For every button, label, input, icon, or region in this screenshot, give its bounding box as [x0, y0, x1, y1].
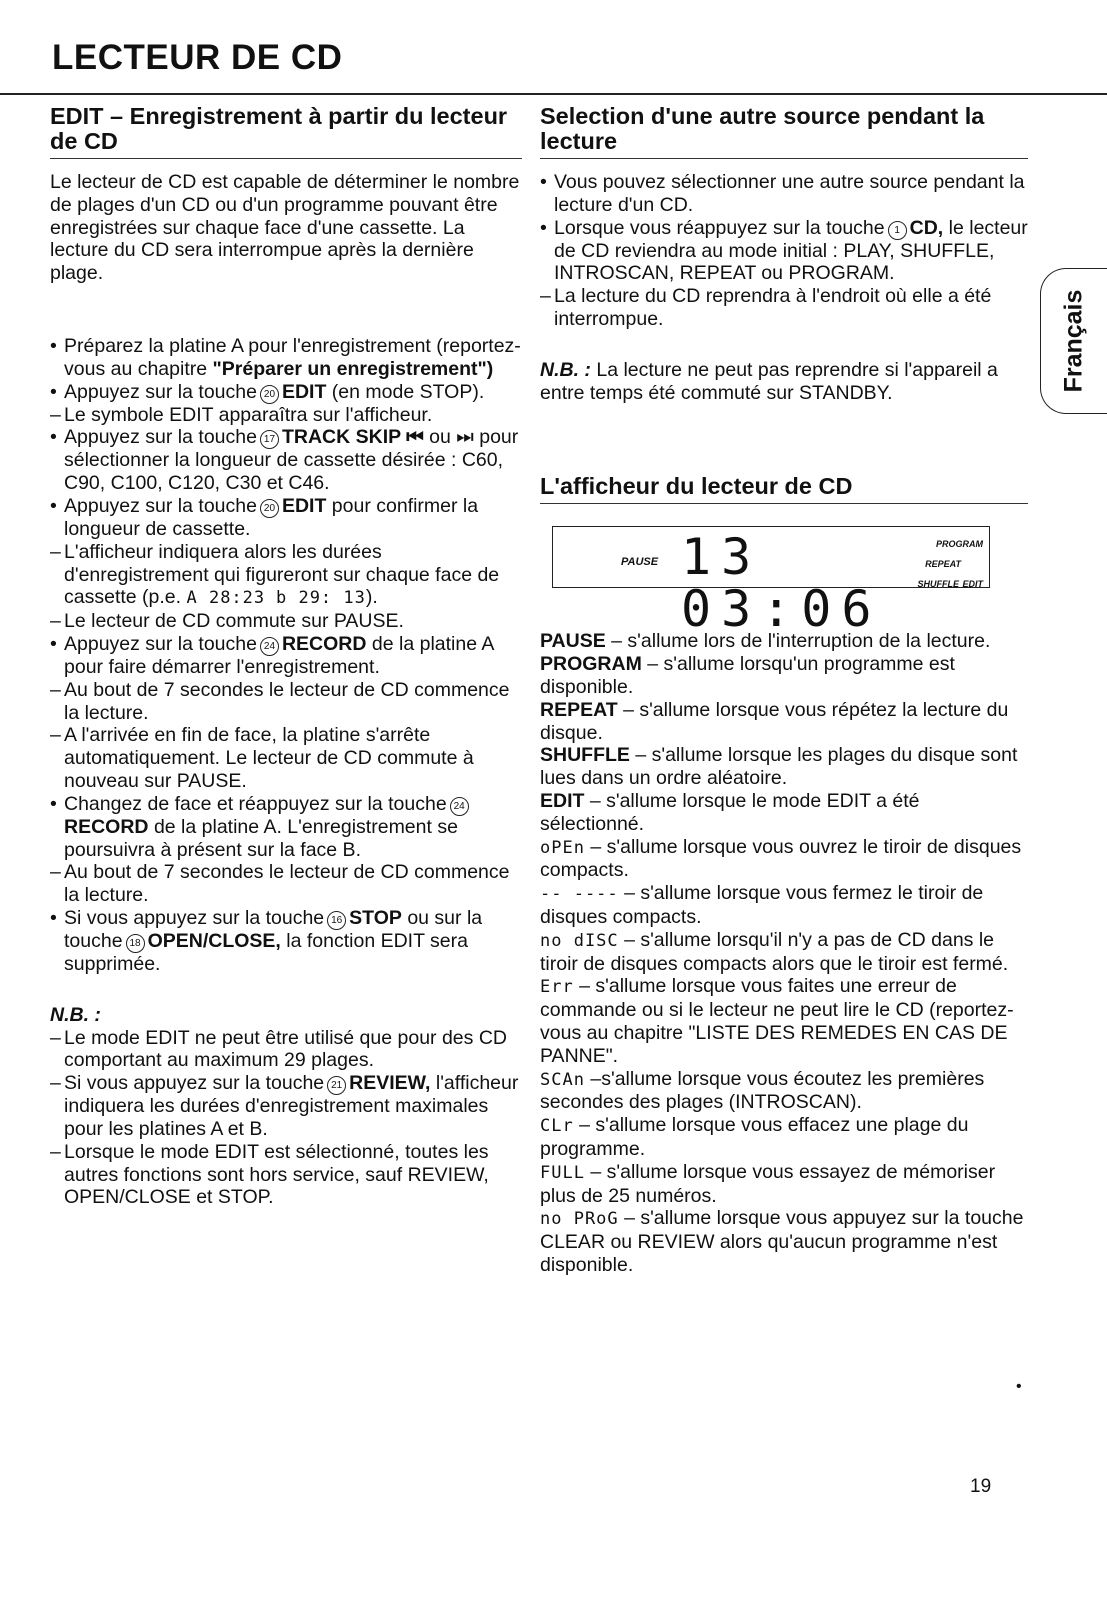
key-number: 24	[450, 797, 469, 816]
display-scan: SCAn –s'allume lorsque vous écoutez les premières secondes des plages (INTROSCAN).	[540, 1067, 985, 1114]
display-no-program: no PRoG – s'allume lorsque vous appuyez sur la touche CLEAR ou REVIEW alors qu'aucun programme n'est disponible.	[540, 1207, 1024, 1276]
key-number: 17	[260, 430, 279, 449]
left-column	[50, 104, 522, 1209]
step-stop: • Si vous appuyez sur la touche 16 STOP ou sur la touche 18 OPEN/CLOSE, la fonction EDIT sera supprimée.	[50, 907, 522, 976]
key-number: 24	[260, 637, 279, 656]
nb-29-tracks: – Le mode EDIT ne peut être utilisé que pour des CD comportant au maximum 29 plages.	[50, 1027, 522, 1073]
display-edit: EDIT – s'allume lorsque le mode EDIT a été sélectionné.	[540, 789, 920, 835]
step-prepare: • Préparez la platine A pour l'enregistrement (reportez-vous au chapitre "Préparer un enregistrement")	[50, 335, 522, 381]
key-number: 18	[126, 934, 145, 953]
display-full: FULL – s'allume lorsque vous essayez de mémoriser plus de 25 numéros.	[540, 1160, 996, 1207]
nb-edit-mode: – Lorsque le mode EDIT est sélectionné, toutes les autres fonctions sont hors service, sauf REVIEW, OPEN/CLOSE et STOP.	[50, 1141, 522, 1209]
source-resume: – La lecture du CD reprendra à l'endroit où elle a été interrompue.	[540, 285, 1028, 331]
lcd-display	[552, 526, 990, 639]
edit-intro: Le lecteur de CD est capable de déterminer le nombre de plages d'un CD ou d'un programme pouvant être enregistrées sur chaque face d'une cassette. La lecture du CD sera interrompue après la dernière plage.	[50, 171, 520, 285]
margin-dot: •	[1016, 1378, 1022, 1395]
step-edit-symbol: – Le symbole EDIT apparaîtra sur l'afficheur.	[50, 404, 522, 427]
segment-readout-a: A 28:23	[186, 588, 266, 609]
page-title: LECTEUR DE CD	[52, 38, 343, 77]
language-tab	[1040, 268, 1107, 414]
source-return: • Lorsque vous réappuyez sur la touche 1 CD, le lecteur de CD reviendra au mode initial : PLAY, SHUFFLE, INTROSCAN, REPEAT ou PROGRAM.	[540, 217, 1028, 286]
key-number: 20	[260, 499, 279, 518]
display-repeat: REPEAT – s'allume lorsque vous répétez la lecture du disque.	[540, 698, 1009, 744]
lcd-digits: 13 03:06	[681, 528, 882, 639]
step-display-durations: – L'afficheur indiquera alors les durées d'enregistrement qui figureront sur chaque face de cassette (p.e. A 28:23 b 29: 13).	[50, 541, 522, 610]
key-number: 16	[327, 911, 346, 930]
step-edit-press: • Appuyez sur la touche 20 EDIT (en mode STOP).	[50, 381, 522, 404]
step-pause: – Le lecteur de CD commute sur PAUSE.	[50, 610, 522, 633]
segment-readout-b: b 29: 13	[275, 588, 366, 609]
display-close: -- ---- – s'allume lorsque vous fermez le tiroir de disques compacts.	[540, 882, 984, 928]
step-change-side: • Changez de face et réappuyez sur la touche 24 RECORD de la platine A. L'enregistrement se poursuivra à présent sur la face B.	[50, 793, 522, 862]
display-heading: L'afficheur du lecteur de CD	[540, 474, 1028, 504]
lcd-pause-indicator: PAUSE	[621, 556, 659, 569]
source-select: • Vous pouvez sélectionner une autre source pendant la lecture d'un CD.	[540, 171, 1028, 217]
key-number: 21	[327, 1076, 346, 1095]
source-heading: Selection d'une autre source pendant la lecture	[540, 104, 1028, 159]
step-end-of-side: – A l'arrivée en fin de face, la platine s'arrête automatiquement. Le lecteur de CD commute à nouveau sur PAUSE.	[50, 724, 522, 792]
lcd-repeat-indicator: REPEAT	[925, 559, 961, 570]
display-clear: CLr – s'allume lorsque vous effacez une plage du programme.	[540, 1114, 969, 1160]
display-no-disc: no dISC – s'allume lorsqu'il n'y a pas de CD dans le tiroir de disques compacts alors que le tiroir est fermé.	[540, 928, 1009, 975]
lcd-program-indicator: PROGRAM	[936, 539, 983, 550]
display-shuffle: SHUFFLE – s'allume lorsque les plages du disque sont lues dans un ordre aléatoire.	[540, 744, 1018, 790]
right-column	[540, 104, 1028, 1277]
display-error: Err – s'allume lorsque vous faites une erreur de commande ou si le lecteur ne peut lire le CD (reportez-vous au chapitre "LISTE DES REMEDES EN CAS DE PANNE".	[540, 975, 1014, 1067]
lcd-shuffle-indicator: SHUFFLE	[917, 579, 959, 590]
page-number: 19	[970, 1476, 992, 1497]
step-7-seconds-b: – Au bout de 7 secondes le lecteur de CD commence la lecture.	[50, 861, 522, 907]
display-program: PROGRAM – s'allume lorsqu'un programme est disponible.	[540, 653, 955, 698]
nb-review: – Si vous appuyez sur la touche 21 REVIEW, l'afficheur indiquera les durées d'enregistrement maximales pour les platines A et B.	[50, 1072, 522, 1141]
display-open: oPEn – s'allume lorsque vous ouvrez le tiroir de disques compacts.	[540, 835, 1022, 882]
display-pause: PAUSE – s'allume lors de l'interruption de la lecture.	[540, 630, 991, 653]
language-tab-label: Français	[1059, 289, 1088, 393]
key-number: 1	[888, 221, 907, 240]
step-edit-confirm: • Appuyez sur la touche 20 EDIT pour confirmer la longueur de cassette.	[50, 495, 522, 541]
key-number: 20	[260, 385, 279, 404]
step-7-seconds: – Au bout de 7 secondes le lecteur de CD commence la lecture.	[50, 679, 522, 725]
edit-heading: EDIT – Enregistrement à partir du lecteur de CD	[50, 104, 522, 159]
step-track-skip: • Appuyez sur la touche 17 TRACK SKIP ⏮ ou ⏭ pour sélectionner la longueur de cassette désirée : C60, C90, C100, C120, C30 et C46.	[50, 426, 522, 495]
lcd-edit-indicator: EDIT	[962, 579, 983, 590]
title-rule	[0, 93, 1107, 95]
nb-label: N.B. :	[50, 1003, 101, 1026]
step-record: • Appuyez sur la touche 24 RECORD de la platine A pour faire démarrer l'enregistrement.	[50, 633, 522, 679]
source-nb: N.B. : La lecture ne peut pas reprendre si l'appareil a entre temps été commuté sur STANDBY.	[540, 358, 998, 404]
